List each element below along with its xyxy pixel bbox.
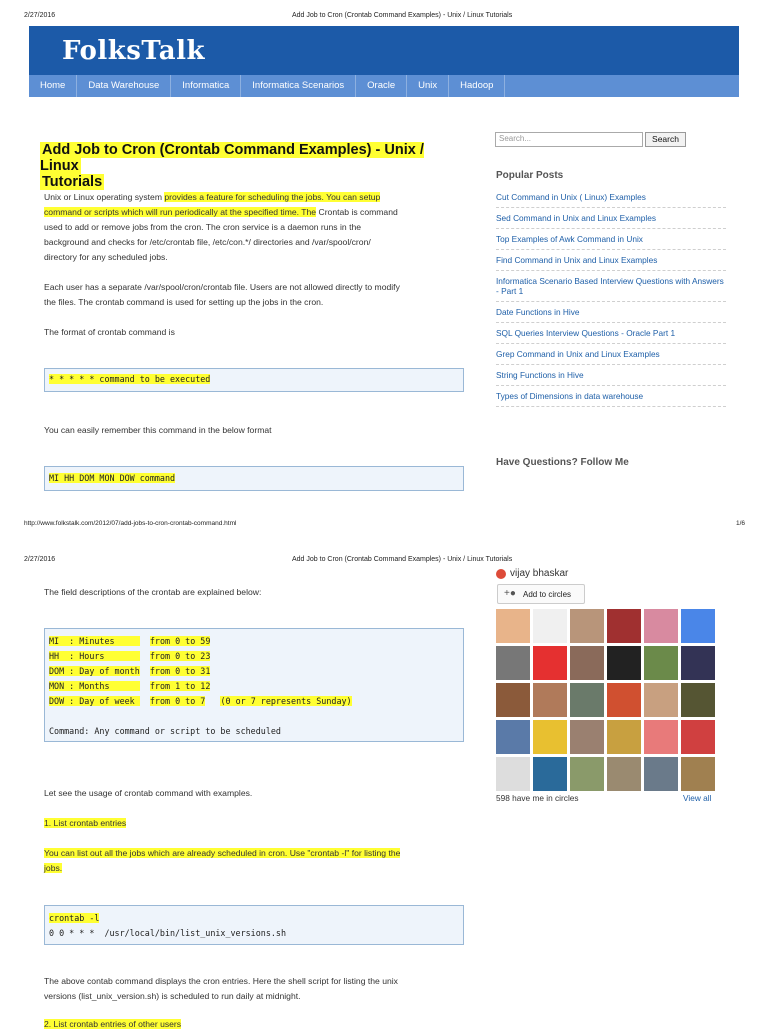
- nav-hadoop[interactable]: Hadoop: [449, 75, 505, 97]
- avatar[interactable]: [681, 646, 715, 680]
- popular-post-link[interactable]: Find Command in Unix and Linux Examples: [496, 250, 726, 271]
- section-list-entries: 1. List crontab entries: [44, 818, 127, 828]
- field-row: DOM : Day of month: [49, 666, 140, 676]
- field-row: MI : Minutes: [49, 636, 140, 646]
- nav-informatica[interactable]: Informatica: [171, 75, 241, 97]
- avatar[interactable]: [496, 757, 530, 791]
- popular-post-link[interactable]: String Functions in Hive: [496, 365, 726, 386]
- site-banner: [29, 26, 739, 75]
- avatar[interactable]: [533, 683, 567, 717]
- field-row: DOW : Day of week: [49, 696, 140, 706]
- popular-posts-heading: Popular Posts: [496, 170, 564, 181]
- search-input[interactable]: Search...: [495, 132, 643, 147]
- avatar[interactable]: [681, 720, 715, 754]
- popular-post-link[interactable]: Top Examples of Awk Command in Unix: [496, 229, 726, 250]
- avatar[interactable]: [570, 609, 604, 643]
- avatar[interactable]: [570, 646, 604, 680]
- avatar[interactable]: [496, 609, 530, 643]
- code-block-fields: MI HH DOM MON DOW command: [44, 466, 464, 491]
- avatar[interactable]: [533, 757, 567, 791]
- field-row: MON : Months: [49, 681, 140, 691]
- questions-heading: Have Questions? Follow Me: [496, 457, 629, 468]
- popular-posts-list: [496, 187, 726, 407]
- avatar[interactable]: [496, 720, 530, 754]
- circles-count: 598 have me in circles: [496, 793, 579, 803]
- code-block-crontab-l: crontab -l 0 0 * * * /usr/local/bin/list_unix_versions.sh: [44, 905, 464, 945]
- avatar[interactable]: [607, 757, 641, 791]
- avatar[interactable]: [607, 720, 641, 754]
- popular-post-link[interactable]: Date Functions in Hive: [496, 302, 726, 323]
- avatar[interactable]: [570, 720, 604, 754]
- add-circles-button[interactable]: +● Add to circles: [497, 584, 585, 604]
- avatar[interactable]: [681, 683, 715, 717]
- print-url: http://www.folkstalk.com/2012/07/add-jobs-to-cron-crontab-command.html: [24, 520, 237, 527]
- avatar[interactable]: [533, 646, 567, 680]
- gplus-name[interactable]: vijay bhaskar: [510, 568, 569, 579]
- avatar[interactable]: [607, 683, 641, 717]
- avatar[interactable]: [681, 757, 715, 791]
- code-block-field-table: MI : Minutes from 0 to 59 HH : Hours from 0 to 23 DOM : Day of month from 0 to 31 MON : Months from 1 to 12 DOW : Day of week from 0 to 7 (0 or 7 represents Sunday) Command: Any command or script to be scheduled: [44, 628, 464, 742]
- search-button[interactable]: Search: [645, 132, 686, 147]
- avatar[interactable]: [496, 646, 530, 680]
- section-list-other-users: 2. List crontab entries of other users: [44, 1019, 182, 1029]
- avatar[interactable]: [533, 609, 567, 643]
- print-title: Add Job to Cron (Crontab Command Examples) - Unix / Linux Tutorials: [292, 12, 513, 19]
- print-title-2: Add Job to Cron (Crontab Command Examples) - Unix / Linux Tutorials: [292, 556, 513, 563]
- popular-post-link[interactable]: Grep Command in Unix and Linux Examples: [496, 344, 726, 365]
- view-all-link[interactable]: View all: [683, 793, 712, 803]
- site-logo[interactable]: FolksTalk: [62, 36, 206, 66]
- usage-paragraph: Let see the usage of crontab command with examples.: [44, 788, 253, 798]
- intro-paragraph: Unix or Linux operating system provides a feature for scheduling the jobs. You can setup command or scripts which will run periodically at the specified time. The Crontab is command used to add or remove jobs from the cron. The cron service is a daemon runs in the background and checks for /etc/crontab file, /etc/con.*/ directories and /var/spool/cron/ directory for any scheduled jobs.: [44, 192, 398, 262]
- avatar[interactable]: [607, 646, 641, 680]
- nav-data-warehouse[interactable]: Data Warehouse: [77, 75, 171, 97]
- command-line: Command: Any command or script to be scheduled: [49, 726, 281, 736]
- add-person-icon: +●: [504, 588, 516, 599]
- code-block-format: * * * * * command to be executed: [44, 368, 464, 392]
- field-row: HH : Hours: [49, 651, 140, 661]
- circle-avatars: [496, 609, 718, 791]
- article-title: Add Job to Cron (Crontab Command Examples) - Unix / Linux Tutorials: [40, 142, 424, 190]
- nav-oracle[interactable]: Oracle: [356, 75, 407, 97]
- print-date: 2/27/2016: [24, 12, 56, 19]
- format-paragraph: The format of crontab command is: [44, 327, 175, 337]
- avatar[interactable]: [533, 720, 567, 754]
- avatar[interactable]: [570, 683, 604, 717]
- user-paragraph: Each user has a separate /var/spool/cron/crontab file. Users are not allowed directly to modify the files. The crontab command is used for setting up the jobs in the cron.: [44, 282, 400, 307]
- nav-home[interactable]: Home: [29, 75, 77, 97]
- popular-post-link[interactable]: Types of Dimensions in data warehouse: [496, 386, 726, 407]
- print-page: 1/6: [736, 520, 746, 527]
- avatar[interactable]: [644, 720, 678, 754]
- popular-post-link[interactable]: Sed Command in Unix and Linux Examples: [496, 208, 726, 229]
- nav-unix[interactable]: Unix: [407, 75, 449, 97]
- nav-informatica-scenarios[interactable]: Informatica Scenarios: [241, 75, 356, 97]
- popular-post-link[interactable]: SQL Queries Interview Questions - Oracle Part 1: [496, 323, 726, 344]
- popular-post-link[interactable]: Cut Command in Unix ( Linux) Examples: [496, 187, 726, 208]
- avatar[interactable]: [644, 609, 678, 643]
- popular-post-link[interactable]: Informatica Scenario Based Interview Questions with Answers - Part 1: [496, 271, 726, 302]
- avatar[interactable]: [496, 683, 530, 717]
- print-date-2: 2/27/2016: [24, 556, 56, 563]
- contab-explain-paragraph: The above contab command displays the cron entries. Here the shell script for listing the unix versions (list_unix_version.sh) is scheduled to run daily at midnight.: [44, 976, 398, 1001]
- main-nav: [29, 75, 739, 97]
- avatar[interactable]: [607, 609, 641, 643]
- list-jobs-paragraph: You can list out all the jobs which are already scheduled in cron. Use "crontab -l" for listing the jobs.: [44, 848, 401, 873]
- avatar[interactable]: [644, 646, 678, 680]
- field-desc-paragraph: The field descriptions of the crontab are explained below:: [44, 587, 262, 597]
- avatar[interactable]: [644, 757, 678, 791]
- gplus-icon: [496, 569, 506, 579]
- avatar[interactable]: [570, 757, 604, 791]
- remember-paragraph: You can easily remember this command in the below format: [44, 425, 272, 435]
- avatar[interactable]: [681, 609, 715, 643]
- avatar[interactable]: [644, 683, 678, 717]
